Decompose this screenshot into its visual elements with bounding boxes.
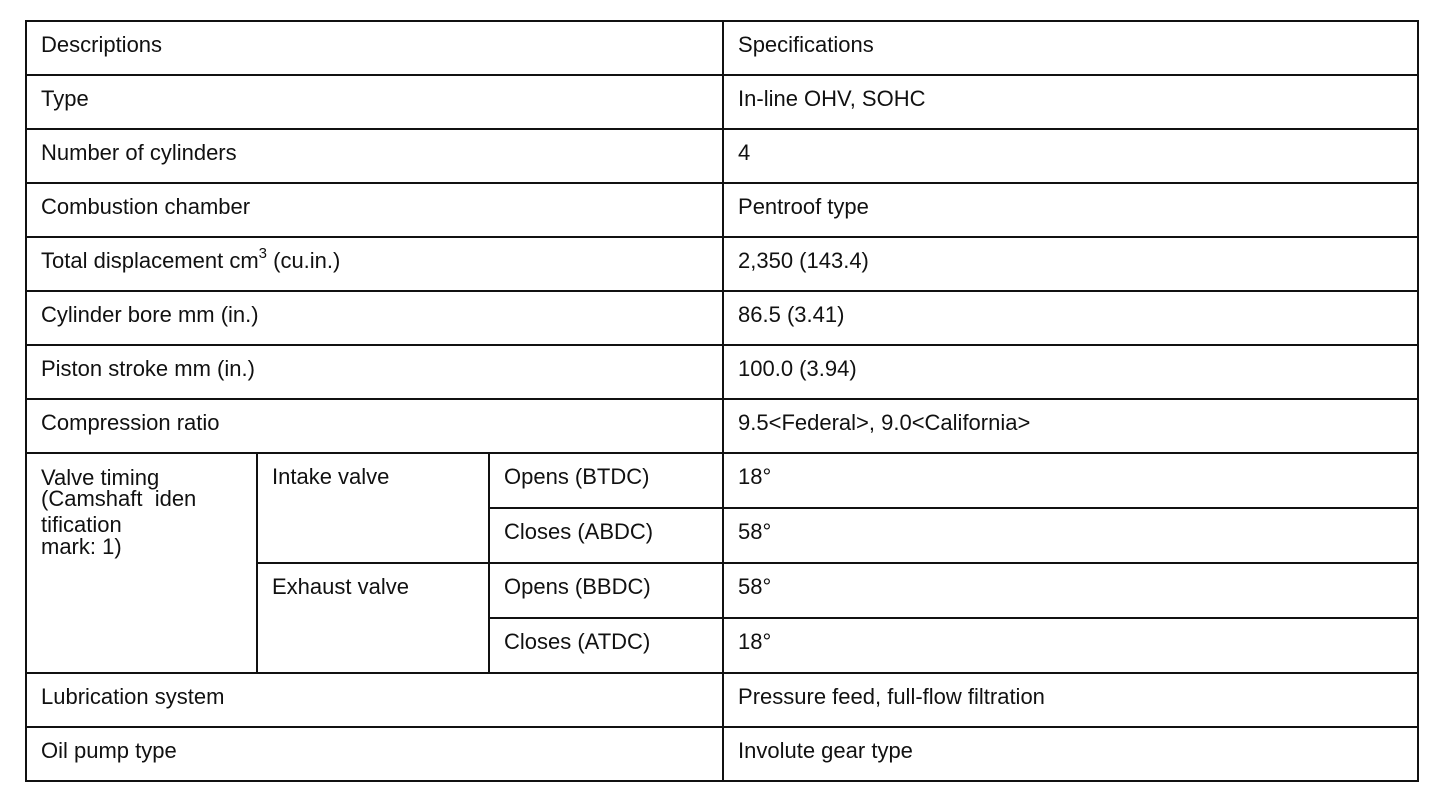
row-label: Compression ratio [26,399,723,453]
intake-opens-label: Opens (BTDC) [489,453,723,508]
intake-opens-value: 18° [723,453,1418,508]
exhaust-opens-value: 58° [723,563,1418,618]
valve-timing-line: Valve timing [41,465,160,490]
table-row-oil-pump [26,727,1418,781]
row-label: Type [26,75,723,129]
header-descriptions: Descriptions [26,21,723,75]
row-label: Piston stroke mm (in.) [26,345,723,399]
row-value: 86.5 (3.41) [723,291,1418,345]
table-row-cylinders [26,129,1418,183]
table-row-compression [26,399,1418,453]
table-row-bore [26,291,1418,345]
row-label: Lubrication system [26,673,723,727]
exhaust-closes-label: Closes (ATDC) [489,618,723,673]
table-row-type [26,75,1418,129]
table-row-valve-intake-opens [26,453,1418,508]
intake-closes-value: 58° [723,508,1418,563]
header-specifications: Specifications [723,21,1418,75]
row-label: Cylinder bore mm (in.) [26,291,723,345]
table-row-stroke [26,345,1418,399]
row-label: Oil pump type [26,727,723,781]
row-value: Involute gear type [723,727,1418,781]
valve-timing-line: (Camshaft iden [41,486,197,511]
row-label [26,237,723,291]
row-value: Pressure feed, full-flow filtration [723,673,1418,727]
table-header-row [26,21,1418,75]
label-suffix: (cu.in.) [267,248,341,273]
row-value: Pentroof type [723,183,1418,237]
row-label: Number of cylinders [26,129,723,183]
table-row-combustion [26,183,1418,237]
label-superscript: 3 [258,245,267,262]
row-value: 2,350 (143.4) [723,237,1418,291]
row-value: In-line OHV, SOHC [723,75,1418,129]
exhaust-valve-label: Exhaust valve [257,563,489,673]
exhaust-opens-label: Opens (BBDC) [489,563,723,618]
intake-valve-label: Intake valve [257,453,489,563]
valve-timing-label [26,453,257,673]
row-value: 4 [723,129,1418,183]
intake-closes-label: Closes (ABDC) [489,508,723,563]
row-value: 9.5<Federal>, 9.0<California> [723,399,1418,453]
table-row-lubrication [26,673,1418,727]
row-label: Combustion chamber [26,183,723,237]
exhaust-closes-value: 18° [723,618,1418,673]
engine-spec-table [25,20,1419,782]
valve-timing-line: tification [41,512,122,537]
table-row-displacement [26,237,1418,291]
label-prefix: Total displacement cm [41,248,259,273]
valve-timing-line: mark: 1) [41,534,122,559]
row-value: 100.0 (3.94) [723,345,1418,399]
